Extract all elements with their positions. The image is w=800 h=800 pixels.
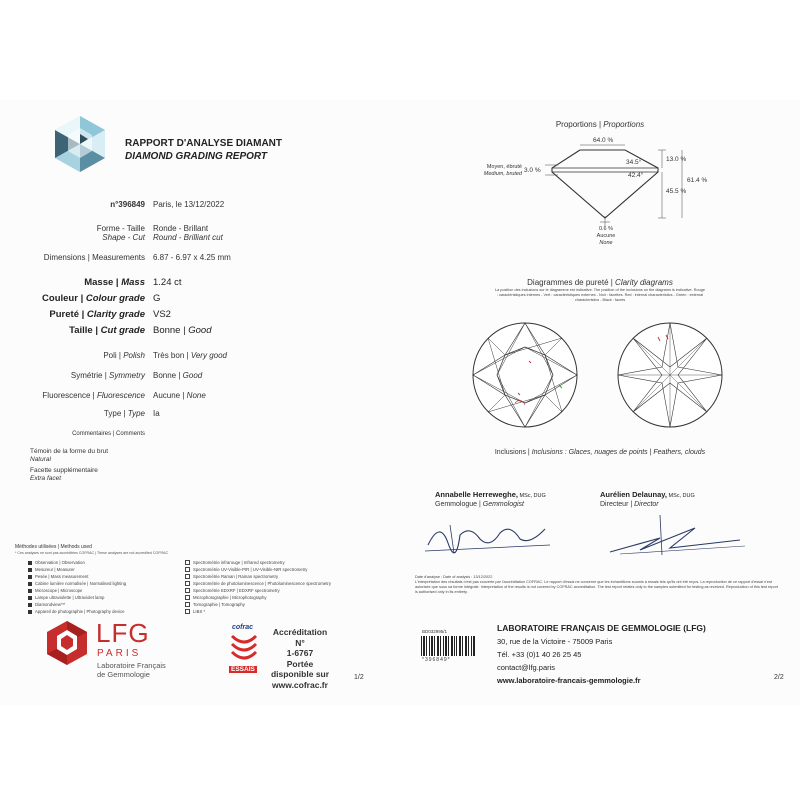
- dimensions-label: Dimensions | Measurements: [43, 253, 145, 262]
- gem-hexagon-logo: [50, 114, 110, 174]
- lab-name: LABORATOIRE FRANÇAIS DE GEMMOLOGIE (LFG): [497, 623, 706, 633]
- report-number: n°396849: [110, 200, 145, 209]
- director-role: Directeur | Director: [600, 501, 659, 508]
- clarity-note: La position des inclusions sur le diagramme est indicative. The position of the inclusions on the diagrams is indicative. Rouge : caractéristiques internes - Vert : caractéristiques externes - Noir : facettes. Red : internal characteristics - Green : external characteristics - Black : facets: [495, 288, 705, 302]
- report-page-2: [400, 100, 800, 705]
- accreditation-block: Accréditation N° 1-6767 Portée disponible sur www.cofrac.fr: [270, 627, 330, 690]
- colour-label: Couleur | Colour grade: [42, 293, 145, 304]
- cut-label: Taille | Cut grade: [69, 325, 145, 336]
- lfg-gem-logo: [44, 620, 90, 666]
- mass-label: Masse | Mass: [84, 277, 145, 288]
- director-signature: [600, 510, 750, 560]
- legal-text: L'interprétation des résultats n'est pas couverte par l'accréditation COFRAC. Le rapport d'essai ne concerne que les échantillons soumis à essais tels qu'ils ont été reçus. La reproduction de ce rapport d'essai n'est autorisée que sous sa forme intégrale. Interpretation of the results is not covered by COFRAC accreditation. The test report relates only to the samples submitted for testing as received. Reproduction of this test report is authorised only in its entirety.: [415, 580, 778, 594]
- method-right-5: Microphotographie | Microphotography: [185, 595, 267, 600]
- crown-height: 13.0 %: [666, 156, 687, 163]
- table-percent: 64.0 %: [593, 137, 614, 144]
- lfg-wordmark: LFG: [96, 618, 150, 648]
- girdle-percent: 3.0 %: [524, 167, 541, 174]
- polish-value: Très bon | Very good: [153, 351, 227, 360]
- method-left-6: Diamondview™: [28, 602, 65, 607]
- lab-phone: Tél. +33 (0)1 40 26 25 45: [497, 650, 582, 659]
- cofrac-wordmark: cofrac: [232, 624, 254, 631]
- colour-value: G: [153, 293, 161, 304]
- method-right-2: Spectrométrie Raman | Raman spectrometry: [185, 574, 278, 579]
- type-label: Type | Type: [103, 409, 145, 418]
- gemmologist-role: Gemmologue | Gemmologist: [435, 501, 524, 508]
- cofrac-emblem-icon: [230, 634, 258, 664]
- symmetry-label: Symétrie | Symmetry: [70, 371, 145, 380]
- cut-value: Bonne | Good: [153, 325, 212, 336]
- lfg-subtitle-2: de Gemmologie: [97, 670, 150, 679]
- shape-label-fr: Forme - Taille: [96, 224, 145, 233]
- report-page-1: [0, 100, 401, 705]
- method-left-2: Pesée | Mass measurement: [28, 574, 88, 579]
- method-left-4: Microscope | Microscope: [28, 588, 82, 593]
- barcode-id: BD032995/1: [422, 629, 448, 634]
- director-name: Aurélien Delaunay, MSc, DUG: [600, 490, 695, 499]
- method-right-0: Spectrométrie infrarouge | Infrared spectrometry: [185, 560, 285, 565]
- shape-label-en: Shape - Cut: [102, 233, 145, 242]
- report-place-date: Paris, le 13/12/2022: [153, 200, 225, 209]
- lab-website[interactable]: www.laboratoire-francais-gemmologie.fr: [497, 676, 641, 685]
- report-title-en: DIAMOND GRADING REPORT: [125, 151, 268, 162]
- pavilion-depth: 45.5 %: [666, 188, 687, 195]
- gemmologist-name: Annabelle Herreweghe, MSc, DUG: [435, 490, 546, 499]
- comments-list: [30, 448, 108, 483]
- gemmologist-signature: [420, 515, 560, 560]
- clarity-value: VS2: [153, 309, 171, 320]
- method-left-3: Cabine lumière normalisée | Normalised lighting: [28, 581, 126, 586]
- pavilion-angle: 42.4°: [628, 172, 644, 179]
- pavilion-view-diagram: [615, 320, 725, 430]
- cofrac-essais-badge: ESSAIS: [231, 666, 255, 673]
- shape-value-en: Round - Brilliant cut: [153, 233, 223, 242]
- page-number-1: 1/2: [354, 674, 364, 681]
- fluorescence-value: Aucune | None: [153, 391, 206, 400]
- proportions-title: Proportions | Proportions: [555, 120, 645, 129]
- method-right-6: Tomographie | Tomography: [185, 602, 245, 607]
- dimensions-value: 6.87 - 6.97 x 4.25 mm: [153, 253, 231, 262]
- proportions-diagram: [400, 130, 800, 240]
- comments-label: Commentaires | Comments: [72, 431, 145, 437]
- method-right-1: Spectrométrie UV-Visible-PIR | UV-Visible-NIR spectrometry: [185, 567, 307, 572]
- culet-block: 0.6 % Aucune None: [588, 226, 624, 247]
- clarity-label: Pureté | Clarity grade: [49, 309, 145, 320]
- crown-angle: 34.5°: [626, 159, 642, 166]
- comment-2-en: Extra facet: [30, 475, 62, 482]
- method-left-1: Mesureur | Measurer: [28, 567, 75, 572]
- methods-title: Méthodes utilisées | Methods used: [15, 544, 92, 550]
- method-left-0: Observation | Observation: [28, 560, 85, 565]
- method-right-7: LIBS *: [185, 609, 205, 614]
- analysis-date: Date d'analyse : Date of analysis : 13/12/2022: [415, 575, 493, 579]
- barcode: [420, 636, 476, 656]
- legal-block: [415, 575, 780, 595]
- mass-value: 1.24 ct: [153, 277, 182, 288]
- report-title-fr: RAPPORT D'ANALYSE DIAMANT: [125, 138, 283, 149]
- barcode-number: *396849*: [422, 657, 451, 663]
- method-right-4: Spectrométrie EDXRF | EDXRF spectrometry: [185, 588, 280, 593]
- type-value: Ia: [153, 409, 160, 418]
- lab-email[interactable]: contact@lfg.paris: [497, 663, 556, 672]
- fluorescence-label: Fluorescence | Fluorescence: [42, 391, 145, 400]
- total-depth: 61.4 %: [687, 177, 708, 184]
- symmetry-value: Bonne | Good: [153, 371, 203, 380]
- lfg-subtitle-1: Laboratoire Français: [97, 661, 166, 670]
- comment-1-en: Natural: [30, 456, 51, 463]
- lab-address: 30, rue de la Victoire - 75009 Paris: [497, 637, 613, 646]
- crown-view-diagram: [470, 320, 580, 430]
- method-left-7: Appareil de photographie | Photography device: [28, 609, 125, 614]
- shape-value-fr: Ronde - Brillant: [153, 224, 209, 233]
- comment-1-fr: Témoin de la forme du brut: [30, 448, 109, 455]
- methods-note: * Ces analyses ne sont pas accréditées COFRAC | These analyses are not accredited COFRAC: [15, 551, 169, 555]
- page-number-2: 2/2: [774, 674, 784, 681]
- method-left-5: Lampe ultraviolette | Ultraviolet lamp: [28, 595, 104, 600]
- method-right-3: Spectrométrie de photoluminescence | Photoluminescence spectrometry: [185, 581, 331, 586]
- polish-label: Poli | Polish: [103, 351, 145, 360]
- girdle-label: Moyen, ébruté Medium, bruted: [483, 164, 522, 177]
- clarity-diagrams-title: Diagrammes de pureté | Clarity diagrams: [527, 278, 673, 287]
- comment-2-fr: Facette supplémentaire: [30, 467, 98, 474]
- inclusions-text: Inclusions | Inclusions : Glaces, nuages de points | Feathers, clouds: [494, 449, 706, 456]
- culet-percent: 0.6 %: [598, 226, 614, 232]
- lfg-city: PARIS: [97, 648, 142, 659]
